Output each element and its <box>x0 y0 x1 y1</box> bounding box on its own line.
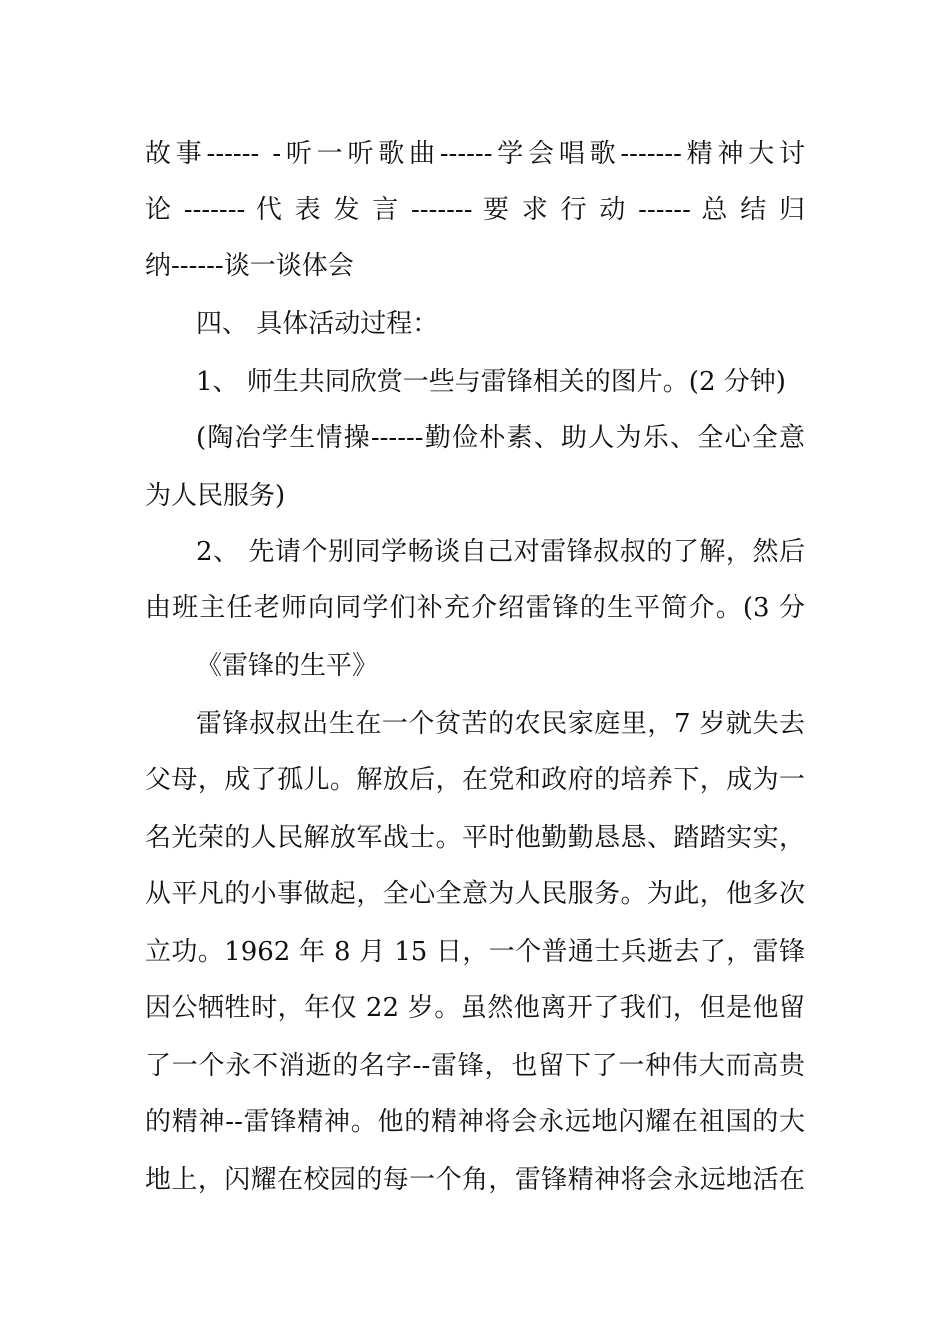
text-line: 名光荣的人民解放军战士。平时他勤勤恳恳、踏踏实实， <box>145 823 805 853</box>
text-line: 从平凡的小事做起，全心全意为人民服务。为此，他多次 <box>145 879 805 909</box>
text-line: 的精神--雷锋精神。他的精神将会永远地闪耀在祖国的大 <box>145 1107 805 1137</box>
text-line: 故事------ -听一听歌曲------学会唱歌-------精神大讨 <box>145 139 805 169</box>
text-line: 父母，成了孤儿。解放后，在党和政府的培养下，成为一 <box>145 765 805 795</box>
text-line: 了一个永不消逝的名字--雷锋，也留下了一种伟大而高贵 <box>145 1051 805 1081</box>
text-line: 2、 先请个别同学畅谈自己对雷锋叔叔的了解，然后 <box>196 537 805 567</box>
subtitle: 《雷锋的生平》 <box>196 651 379 681</box>
text-line: 论 ------- 代 表 发 言 ------- 要 求 行 动 ------ 总 结 归 <box>145 195 805 225</box>
text-line: 1、 师生共同欣赏一些与雷锋相关的图片。(2 分钟) <box>196 367 786 397</box>
text-line: 立功。1962 年 8 月 15 日，一个普通士兵逝去了，雷锋 <box>145 937 805 967</box>
section-heading: 四、 具体活动过程： <box>196 309 439 339</box>
text-line: 为人民服务) <box>145 481 286 511</box>
text-line: 由班主任老师向同学们补充介绍雷锋的生平简介。(3 分 <box>145 593 805 623</box>
text-line: 地上，闪耀在校园的每一个角，雷锋精神将会永远地活在 <box>145 1165 805 1195</box>
text-line: 纳------谈一谈体会 <box>145 251 354 281</box>
text-line: (陶冶学生情操------勤俭朴素、助人为乐、全心全意 <box>196 423 805 453</box>
text-line: 因公牺牲时，年仅 22 岁。虽然他离开了我们，但是他留 <box>145 993 805 1023</box>
text-line: 雷锋叔叔出生在一个贫苦的农民家庭里，7 岁就失去 <box>196 709 805 739</box>
